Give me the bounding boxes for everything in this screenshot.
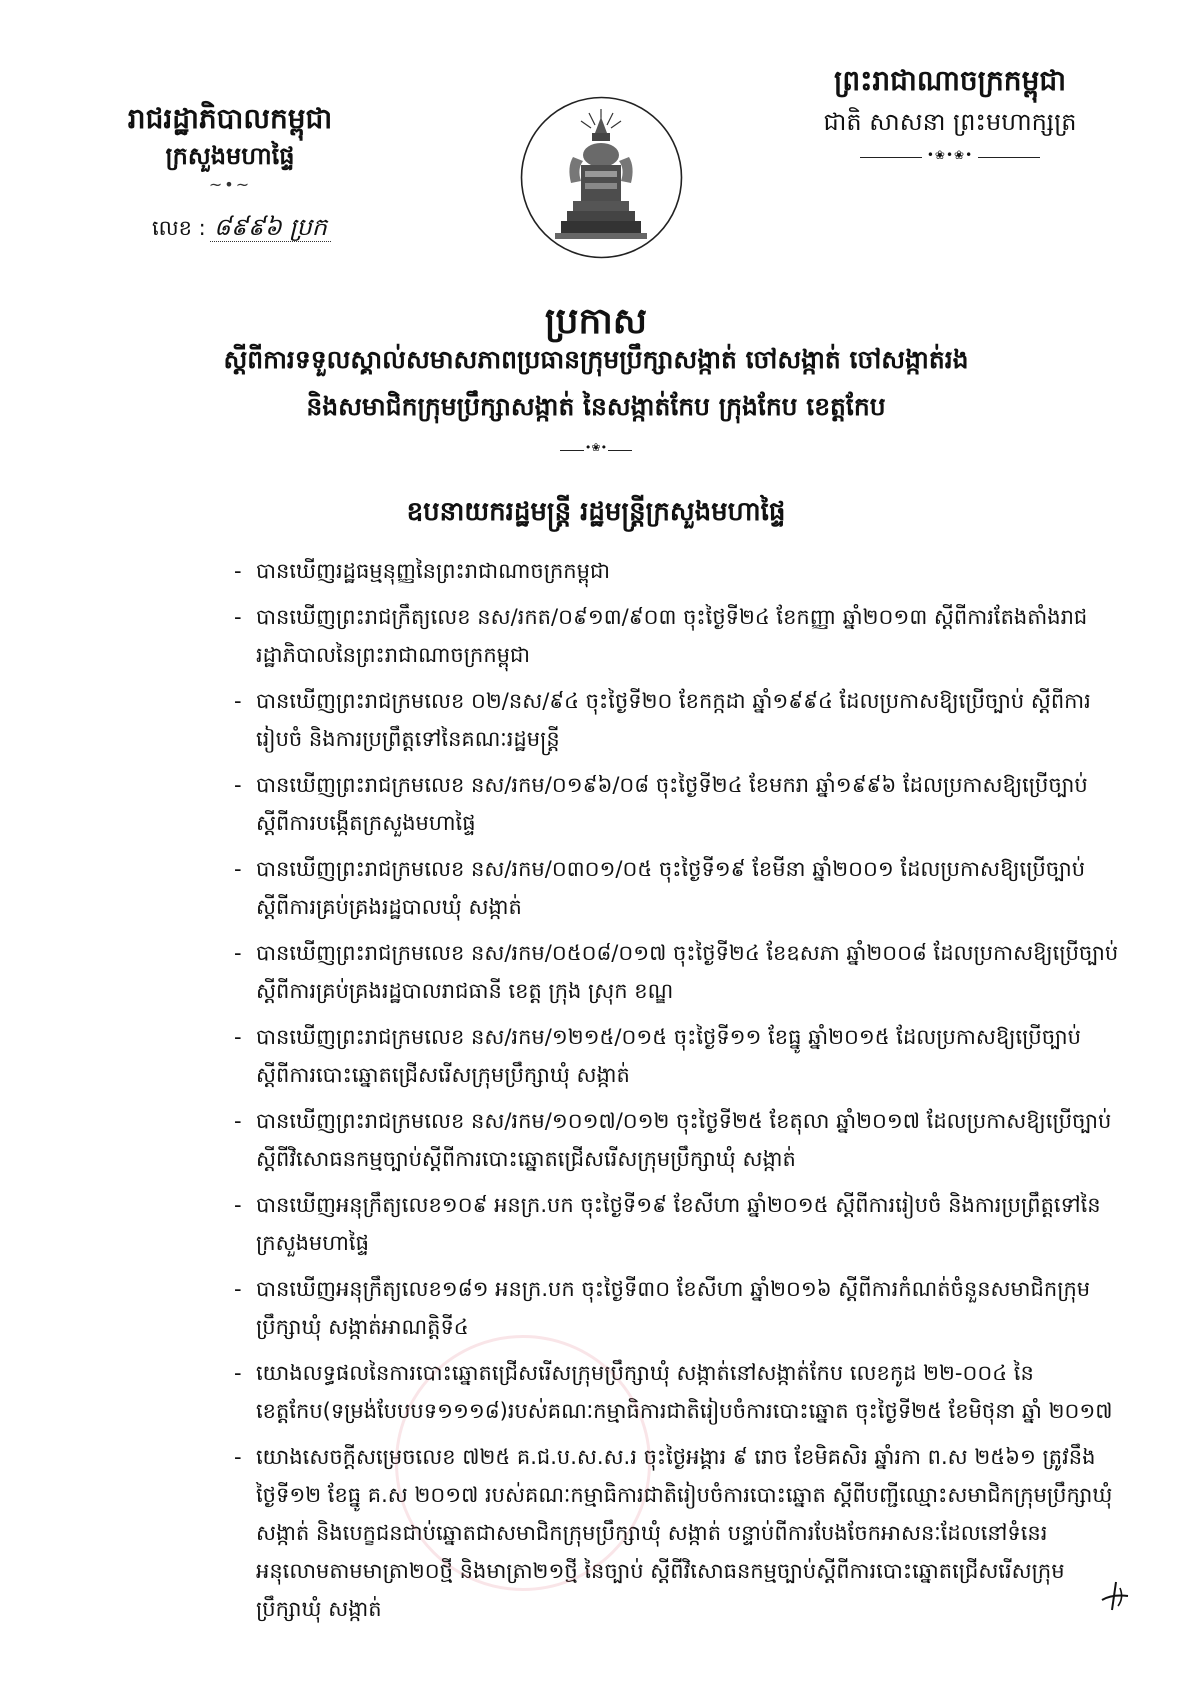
list-item: - បានឃើញព្រះរាជក្រមលេខ នស/រកម/១០១៧/០១២ ចុះថ្ងៃទី២៥ ខែតុលា ឆ្នាំ២០១៧ ដែលប្រកាសឱ្យប្រើច្បាប់ ស្តីពីវិសោធនកម្មច្បាប់ស្តីពីការបោះឆ្នោតជ្រើសរើសក្រុមប្រឹក្សាឃុំ សង្កាត់ [234, 1109, 1112, 1171]
list-item: - បានឃើញព្រះរាជក្រឹត្យលេខ នស/រកត/០៩១៣/៩០៣ ចុះថ្ងៃទី២៤ ខែកញ្ញា ឆ្នាំ២០១៣ ស្តីពីការតែងតាំងរាជរដ្ឋាភិបាលនៃព្រះរាជាណាចក្រកម្ពុជា [234, 605, 1088, 667]
title-divider [560, 441, 632, 455]
national-motto: ជាតិ សាសនា ព្រះមហាក្សត្រ [823, 108, 1077, 136]
list-item: - យោងសេចក្តីសម្រេចលេខ ៧២៥ គ.ជ.ប.ស.ស.រ ចុះថ្ងៃអង្គារ ៩ រោច ខែមិគសិរ ឆ្នាំរកា ព.ស ២៥៦១ ត្រូវនឹងថ្ងៃទី១២ ខែធ្នូ គ.ស ២០១៧ របស់គណៈកម្មាធិការជាតិរៀបចំការបោះឆ្នោត ស្តីពីបញ្ជីឈ្មោះសមាជិកក្រុមប្រឹក្សាឃុំ សង្កាត់ និងបេក្ខជនជាប់ឆ្នោតជាសមាជិកក្រុមប្រឹក្សាឃុំ សង្កាត់ បន្ទាប់ពីការបែងចែកអាសនៈដែលនៅទំនេរអនុលោមតាមមាត្រា២០ថ្មី និងមាត្រា២១ថ្មី នៃច្បាប់ ស្តីពីវិសោធនកម្មច្បាប់ស្តីពីការបោះឆ្នោតជ្រើសរើសក្រុមប្រឹក្សាឃុំ សង្កាត់ [234, 1445, 1113, 1621]
reference-label: លេខ : [152, 216, 206, 240]
list-item: - បានឃើញព្រះរាជក្រមលេខ នស/រកម/០៥០៨/០១៧ ចុះថ្ងៃទី២៤ ខែឧសភា ឆ្នាំ២០០៨ ដែលប្រកាសឱ្យប្រើច្បាប់ ស្តីពីការគ្រប់គ្រងរដ្ឋបាលរាជធានី ខេត្ត ក្រុង ស្រុក ខណ្ឌ [234, 941, 1119, 1003]
document-subtitle-line-1: ស្តីពីការទទួលស្គាល់សមាសភាពប្រធានក្រុមប្រឹក្សាសង្កាត់ ចៅសង្កាត់ ចៅសង្កាត់រង [223, 345, 969, 374]
list-item: - បានឃើញរដ្ឋធម្មនុញ្ញនៃព្រះរាជាណាចក្រកម្ពុជា [234, 559, 610, 583]
header-right-divider [860, 148, 1040, 162]
government-name: រាជរដ្ឋាភិបាលកម្ពុជា [127, 102, 333, 135]
header-right-ornament: •❀•❀• [922, 148, 978, 162]
header-right [805, 60, 1095, 162]
faded-seal-stamp [395, 1335, 651, 1591]
list-item: - បានឃើញព្រះរាជក្រមលេខ នស/រកម/០១៩៦/០៨ ចុះថ្ងៃទី២៤ ខែមករា ឆ្នាំ១៩៩៦ ដែលប្រកាសឱ្យប្រើច្បាប់ ស្តីពីការបង្កើតក្រសួងមហាផ្ទៃ [234, 773, 1088, 835]
header-left [120, 100, 340, 196]
list-item: - បានឃើញអនុក្រឹត្យលេខ១៨១ អនក្រ.បក ចុះថ្ងៃទី៣០ ខែសីហា ឆ្នាំ២០១៦ ស្តីពីការកំណត់ចំនួនសមាជិកក្រុមប្រឹក្សាឃុំ សង្កាត់អាណត្តិទី៤ [234, 1277, 1091, 1339]
reference-value: ៨៩៩៦ ប្រក [210, 213, 331, 242]
initial-mark-icon [1098, 1578, 1134, 1614]
list-item: - យោងលទ្ធផលនៃការបោះឆ្នោតជ្រើសរើសក្រុមប្រឹក្សាឃុំ សង្កាត់នៅសង្កាត់កែប លេខកូដ ២២-០០៤ នៃខេត្តកែប(ទម្រង់បែបបទ១១១៨)របស់គណៈកម្មាធិការជាតិរៀបចំការបោះឆ្នោត ចុះថ្ងៃទី២៥ ខែមិថុនា ឆ្នាំ ២០១៧ [234, 1361, 1113, 1423]
title-ornament: •❀• [584, 441, 608, 454]
header-left-ornament: ~•~ [208, 175, 252, 194]
royal-emblem-icon [519, 95, 684, 260]
list-item: - បានឃើញព្រះរាជក្រមលេខ នស/រកម/១២១៥/០១៥ ចុះថ្ងៃទី១១ ខែធ្នូ ឆ្នាំ២០១៥ ដែលប្រកាសឱ្យប្រើច្បាប់ ស្តីពីការបោះឆ្នោតជ្រើសរើសក្រុមប្រឹក្សាឃុំ សង្កាត់ [234, 1025, 1081, 1087]
list-item: - បានឃើញព្រះរាជក្រមលេខ ០២/នស/៩៤ ចុះថ្ងៃទី២០ ខែកក្កដា ឆ្នាំ១៩៩៤ ដែលប្រកាសឱ្យប្រើច្បាប់ ស្តីពីការរៀបចំ និងការប្រព្រឹត្តទៅនៃគណៈរដ្ឋមន្ត្រី [234, 689, 1091, 751]
preamble-list [234, 552, 1120, 1636]
reference-number [152, 212, 331, 247]
list-item: - បានឃើញព្រះរាជក្រមលេខ នស/រកម/០៣០១/០៥ ចុះថ្ងៃទី១៩ ខែមីនា ឆ្នាំ២០០១ ដែលប្រកាសឱ្យប្រើច្បាប់ ស្តីពីការគ្រប់គ្រងរដ្ឋបាលឃុំ សង្កាត់ [234, 857, 1086, 919]
ministry-name: ក្រសួងមហាផ្ទៃ [165, 142, 295, 170]
document-title: ប្រកាស [544, 301, 648, 342]
issuer-title: ឧបនាយករដ្ឋមន្ត្រី រដ្ឋមន្ត្រីក្រសួងមហាផ្ទៃ [406, 497, 786, 527]
list-item: - បានឃើញអនុក្រឹត្យលេខ១០៩ អនក្រ.បក ចុះថ្ងៃទី១៩ ខែសីហា ឆ្នាំ២០១៥ ស្តីពីការរៀបចំ និងការប្រព្រឹត្តទៅនៃក្រសួងមហាផ្ទៃ [234, 1193, 1101, 1255]
document-subtitle-line-2: និងសមាជិកក្រុមប្រឹក្សាសង្កាត់ នៃសង្កាត់កែប ក្រុងកែប ខេត្តកែប [306, 392, 886, 421]
kingdom-name: ព្រះរាជាណាចក្រកម្ពុជា [833, 64, 1066, 97]
